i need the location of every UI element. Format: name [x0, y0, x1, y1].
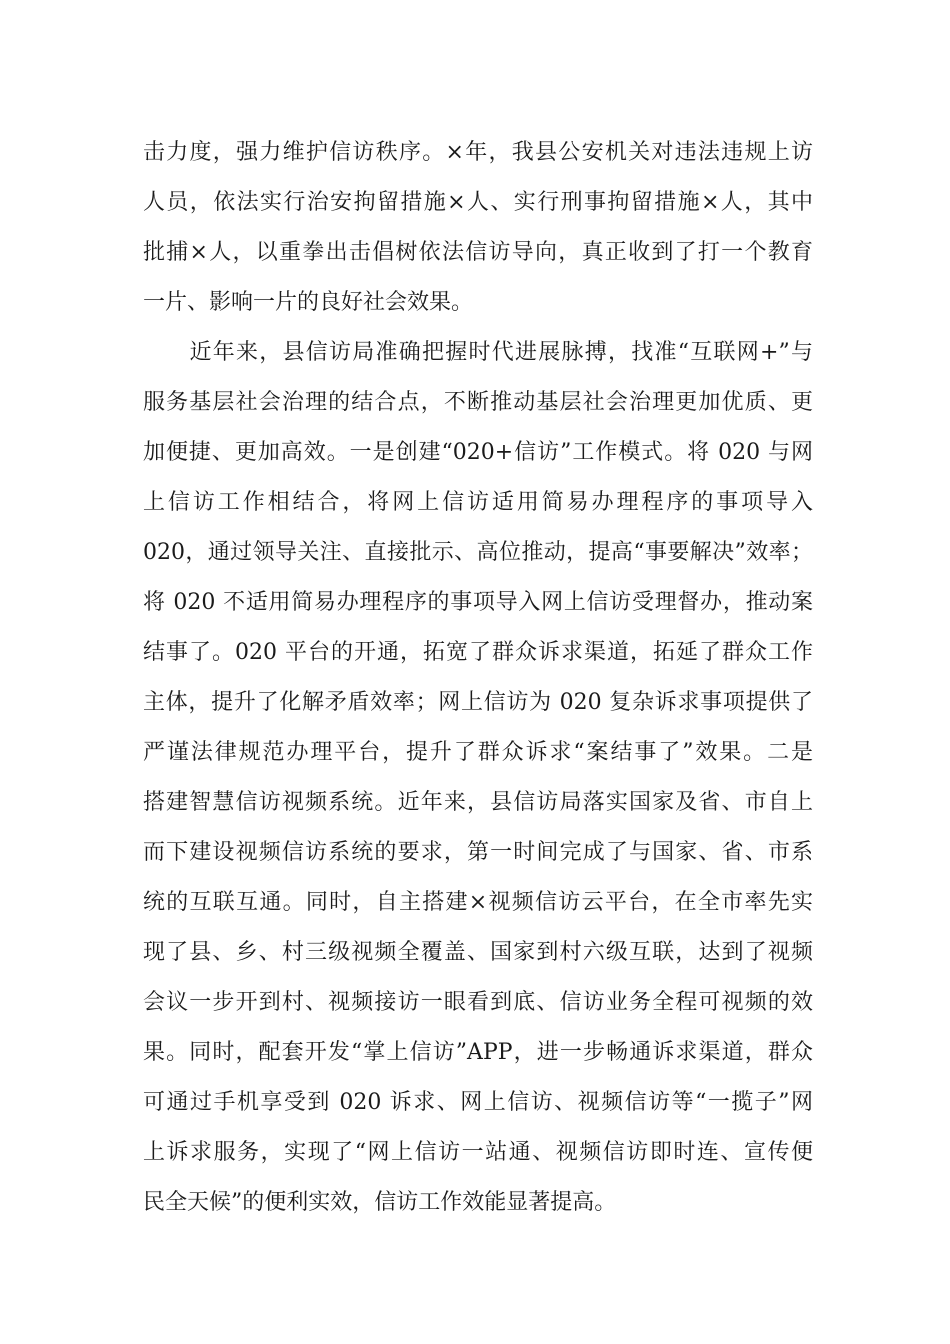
text-line: 结事了。020 平台的开通，拓宽了群众诉求渠道，拓延了群众工作 — [143, 640, 813, 665]
paragraph — [143, 328, 813, 1228]
text-line: 严谨法律规范办理平台，提升了群众诉求“案结事了”效果。二是 — [143, 740, 813, 765]
document-body — [143, 128, 813, 1228]
text-line: 可通过手机享受到 020 诉求、网上信访、视频信访等“一揽子”网 — [143, 1090, 813, 1115]
text-line: 一片、影响一片的良好社会效果。 — [143, 290, 474, 315]
text-line: 批捕×人，以重拳出击倡树依法信访导向，真正收到了打一个教育 — [143, 240, 813, 265]
text-line: 搭建智慧信访视频系统。近年来，县信访局落实国家及省、市自上 — [143, 790, 813, 815]
text-line: 而下建设视频信访系统的要求，第一时间完成了与国家、省、市系 — [143, 840, 813, 865]
text-line: 上信访工作相结合，将网上信访适用简易办理程序的事项导入 — [143, 490, 813, 515]
text-line: 现了县、乡、村三级视频全覆盖、国家到村六级互联，达到了视频 — [143, 940, 813, 965]
text-line: 将 020 不适用简易办理程序的事项导入网上信访受理督办，推动案 — [143, 590, 813, 615]
text-line: 果。同时，配套开发“掌上信访”APP，进一步畅通诉求渠道，群众 — [143, 1040, 813, 1065]
text-line: 击力度，强力维护信访秩序。×年，我县公安机关对违法违规上访 — [143, 140, 813, 165]
text-line: 服务基层社会治理的结合点，不断推动基层社会治理更加优质、更 — [143, 390, 813, 415]
text-line: 020，通过领导关注、直接批示、高位推动，提高“事要解决”效率； — [143, 540, 813, 565]
text-line: 近年来，县信访局准确把握时代进展脉搏，找准“互联网+”与 — [143, 340, 813, 365]
text-line: 统的互联互通。同时，自主搭建×视频信访云平台，在全市率先实 — [143, 890, 813, 915]
text-line: 加便捷、更加高效。一是创建“020+信访”工作模式。将 020 与网 — [143, 440, 813, 465]
text-line: 主体，提升了化解矛盾效率；网上信访为 020 复杂诉求事项提供了 — [143, 690, 813, 715]
paragraph — [143, 128, 813, 328]
text-line: 上诉求服务，实现了“网上信访一站通、视频信访即时连、宣传便 — [143, 1140, 813, 1165]
text-line: 会议一步开到村、视频接访一眼看到底、信访业务全程可视频的效 — [143, 990, 813, 1015]
text-line: 民全天候”的便利实效，信访工作效能显著提高。 — [143, 1190, 617, 1215]
text-line: 人员，依法实行治安拘留措施×人、实行刑事拘留措施×人，其中 — [143, 190, 813, 215]
